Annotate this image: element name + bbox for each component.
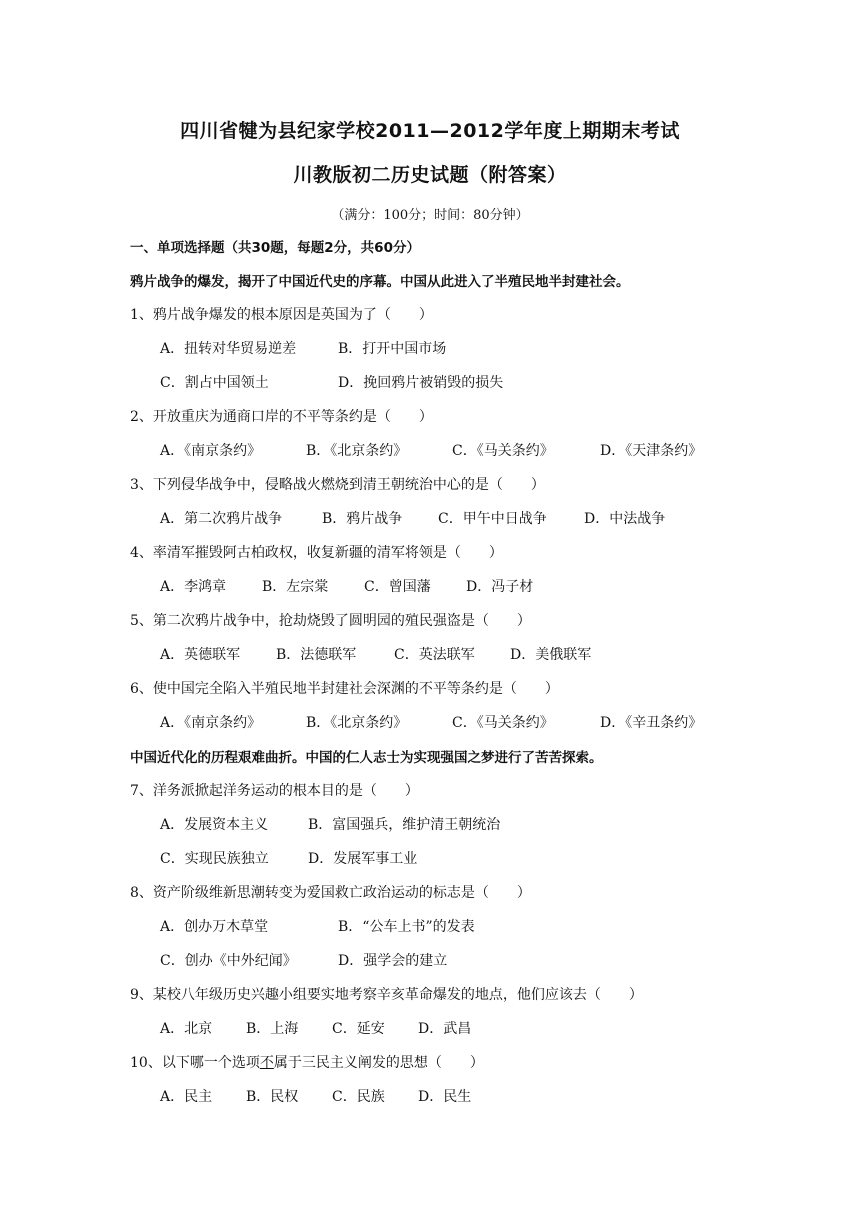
question-stem: 3、下列侵华战争中，侵略战火燃烧到清王朝统治中心的是（ ） xyxy=(130,477,545,493)
option-c: C．实现民族独立 xyxy=(160,851,269,867)
option-b: B．《北京条约》 xyxy=(306,715,408,731)
option-b: B．左宗棠 xyxy=(262,579,329,595)
option-d: D．挽回鸦片被销毁的损失 xyxy=(338,375,504,391)
option-d: D．武昌 xyxy=(418,1021,472,1037)
option-b: B．鸦片战争 xyxy=(322,511,403,527)
option-b: B．“公车上书”的发表 xyxy=(338,919,475,935)
question-stem: 8、资产阶级维新思潮转变为爱国救亡政治运动的标志是（ ） xyxy=(130,885,531,901)
option-b: B．法德联军 xyxy=(276,647,357,663)
question-stem: 4、率清军摧毁阿古柏政权，收复新疆的清军将领是（ ） xyxy=(130,545,503,561)
question-stem-part: 10、以下哪一个选项 xyxy=(130,1055,260,1071)
option-d: D．冯子材 xyxy=(466,579,534,595)
option-c: C．创办《中外纪闻》 xyxy=(160,953,297,969)
option-a: A．《南京条约》 xyxy=(160,443,262,459)
option-b: B．富国强兵，维护清王朝统治 xyxy=(308,817,501,833)
question-stem-emphasis: 不 xyxy=(259,1055,274,1071)
option-c: C．割占中国领土 xyxy=(160,375,269,391)
option-c: C．《马关条约》 xyxy=(452,443,554,459)
option-c: C．《马关条约》 xyxy=(452,715,554,731)
document-subtitle: 川教版初二历史试题（附答案） xyxy=(293,164,567,186)
question-stem-part: 属于三民主义阐发的思想（ ） xyxy=(273,1055,484,1071)
option-c: C．民族 xyxy=(332,1089,385,1105)
option-b: B．打开中国市场 xyxy=(338,341,447,357)
option-d: D．中法战争 xyxy=(584,511,666,527)
option-a: A．李鸿章 xyxy=(160,579,227,595)
option-d: D．《辛丑条约》 xyxy=(600,715,703,731)
question-stem xyxy=(130,1052,484,1072)
option-a: A．第二次鸦片战争 xyxy=(160,511,283,527)
option-b: B．民权 xyxy=(246,1089,299,1105)
option-c: C．曾国藩 xyxy=(364,579,431,595)
question-stem: 1、鸦片战争爆发的根本原因是英国为了（ ） xyxy=(130,307,433,323)
option-c: C．延安 xyxy=(332,1021,385,1037)
section-heading: 一、单项选择题（共30题，每题2分，共60分） xyxy=(130,240,420,256)
question-stem: 9、某校八年级历史兴趣小组要实地考察辛亥革命爆发的地点，他们应该去（ ） xyxy=(130,987,643,1003)
question-stem: 2、开放重庆为通商口岸的不平等条约是（ ） xyxy=(130,409,433,425)
question-stem: 5、第二次鸦片战争中，抢劫烧毁了圆明园的殖民强盗是（ ） xyxy=(130,613,531,629)
option-b: B．上海 xyxy=(246,1021,299,1037)
option-a: A．《南京条约》 xyxy=(160,715,262,731)
option-a: A．英德联军 xyxy=(160,647,241,663)
option-c: C．英法联军 xyxy=(394,647,475,663)
section-intro: 鸦片战争的爆发，揭开了中国近代史的序幕。中国从此进入了半殖民地半封建社会。 xyxy=(130,274,630,290)
option-b: B．《北京条约》 xyxy=(306,443,408,459)
option-a: A．扭转对华贸易逆差 xyxy=(160,341,297,357)
option-d: D．美俄联军 xyxy=(510,647,592,663)
option-c: C．甲午中日战争 xyxy=(438,511,547,527)
option-d: D．民生 xyxy=(418,1089,472,1105)
option-a: A．创办万木草堂 xyxy=(160,919,269,935)
option-a: A．发展资本主义 xyxy=(160,817,269,833)
option-d: D．发展军事工业 xyxy=(308,851,418,867)
option-a: A．北京 xyxy=(160,1021,213,1037)
option-d: D．强学会的建立 xyxy=(338,953,448,969)
option-a: A．民主 xyxy=(160,1089,213,1105)
question-stem: 6、使中国完全陷入半殖民地半封建社会深渊的不平等条约是（ ） xyxy=(130,681,559,697)
option-d: D．《天津条约》 xyxy=(600,443,703,459)
exam-info: （满分：100分；时间：80分钟） xyxy=(331,208,529,223)
section-intro: 中国近代化的历程艰难曲折。中国的仁人志士为实现强国之梦进行了苦苦探索。 xyxy=(130,750,603,766)
question-stem: 7、洋务派掀起洋务运动的根本目的是（ ） xyxy=(130,783,419,799)
document-title: 四川省犍为县纪家学校2011—2012学年度上期期末考试 xyxy=(180,120,680,142)
